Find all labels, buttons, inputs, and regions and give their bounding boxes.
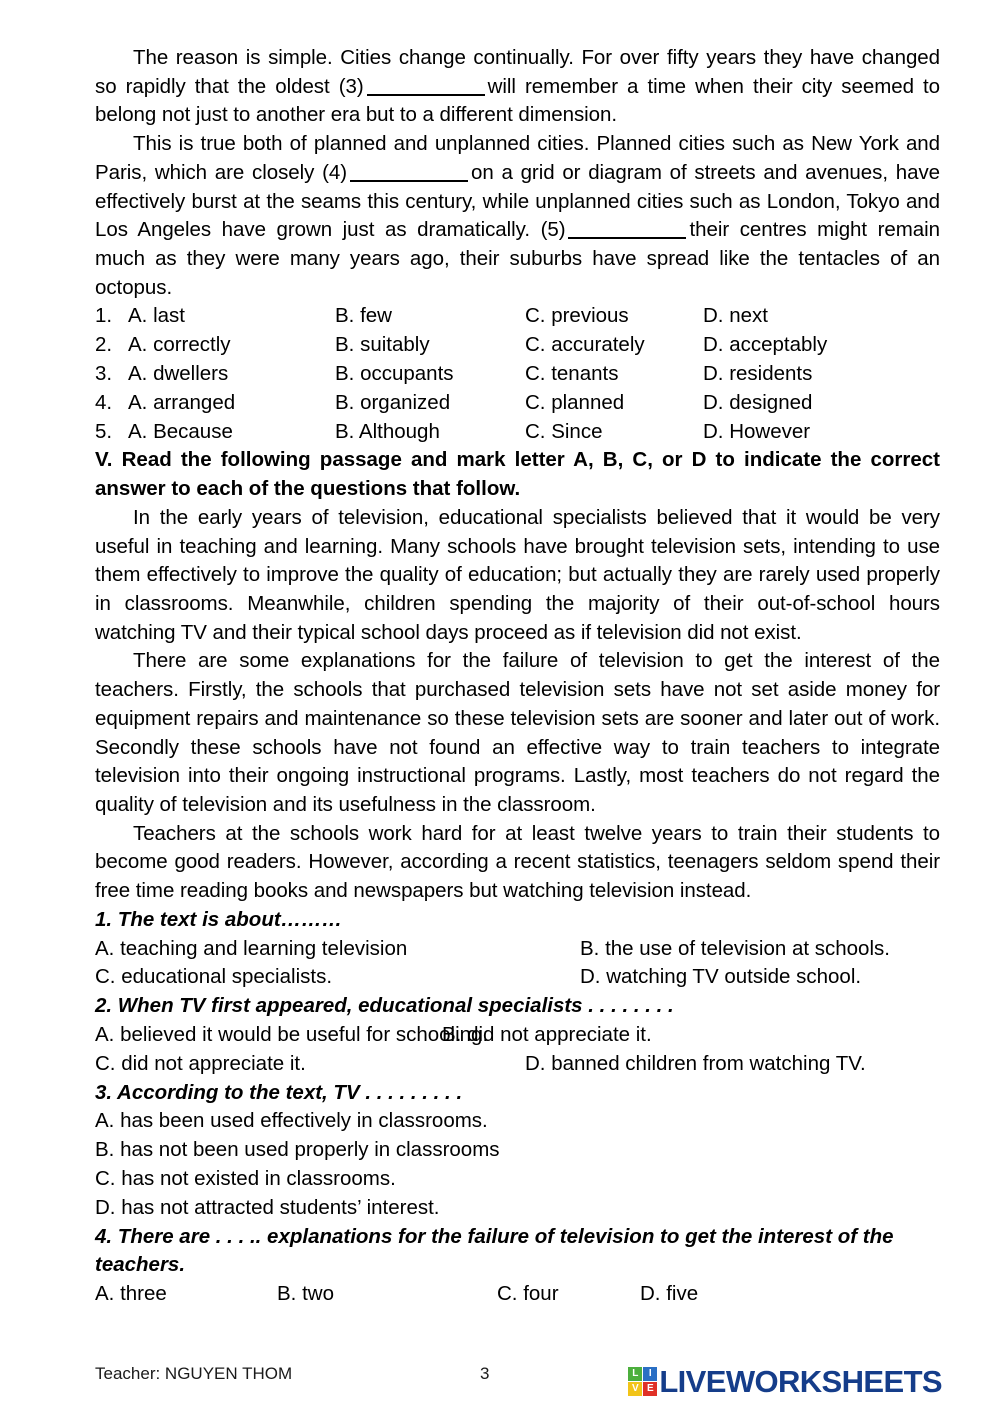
cloze-option-d[interactable]: D. acceptably (703, 333, 828, 357)
cloze-option-b[interactable]: B. suitably (335, 333, 430, 357)
question-1-stem: 1. The text is about……… (95, 907, 343, 931)
question-1-answer-row-1 (95, 935, 940, 964)
question-1-option-c[interactable]: C. educational specialists. (95, 965, 333, 989)
cloze-option-number: 4. (95, 390, 113, 414)
cloze-option-number: 5. (95, 419, 113, 443)
cloze-option-d[interactable]: D. designed (703, 390, 813, 414)
liveworksheets-logo-tiles (628, 1367, 657, 1396)
section-v-heading: V. Read the following passage and mark letter A, B, C, or D to indicate the correct answer to each of the questions that follow. (95, 448, 940, 501)
cloze-option-d[interactable]: D. However (703, 419, 811, 443)
question-1-answer-row-2 (95, 963, 940, 992)
question-1-option-a[interactable]: A. teaching and learning television (95, 936, 408, 960)
cloze-blank-3[interactable] (367, 94, 485, 96)
question-3-option-d[interactable]: D. has not attracted students’ interest. (95, 1195, 440, 1219)
cloze-option-c[interactable]: C. planned (525, 390, 625, 414)
cloze-option-a[interactable]: A. last (128, 304, 185, 328)
section-v-paragraph-1: In the early years of television, educational specialists believed that it would be very useful in teaching and learning. Many schools have brought television sets, intending to use them effectively to improve the quality of education; but actually they are rarely used properly in classrooms. Meanwhile, children spending the majority of their out-of-school hours watching TV and their typical school days proceed as if television did not exist. (95, 505, 940, 644)
cloze-option-row (95, 360, 940, 389)
logo-tile-i-icon: I (643, 1367, 657, 1381)
cloze-option-b[interactable]: B. few (335, 304, 392, 328)
question-4-option-a[interactable]: A. three (95, 1282, 167, 1306)
cloze-option-b[interactable]: B. occupants (335, 361, 454, 385)
cloze-paragraph-1 (95, 44, 940, 130)
cloze-paragraph-2 (95, 130, 940, 302)
footer-page-number: 3 (480, 1364, 490, 1383)
cloze-paragraph-1-text-after: will remember a time when their city seemed to belong not just to another era but to a different dimension. (95, 74, 941, 127)
question-2-option-b[interactable]: B. did not appreciate it. (442, 1022, 652, 1046)
cloze-paragraph-1-text-before: The reason is simple. Cities change continually. For over fifty years they have changed so rapidly that the oldest (3) (95, 46, 940, 98)
cloze-option-c[interactable]: C. Since (525, 419, 603, 443)
cloze-option-c[interactable]: C. previous (525, 304, 629, 328)
question-4-answer-row (95, 1280, 940, 1309)
question-4-stem: 4. There are . . . .. explanations for the failure of television to get the interest of the teachers. (95, 1224, 894, 1277)
cloze-option-number: 2. (95, 333, 113, 357)
cloze-option-row (95, 389, 940, 418)
liveworksheets-wordmark: LIVEWORKSHEETS (659, 1364, 942, 1399)
cloze-option-row (95, 302, 940, 331)
cloze-option-b[interactable]: B. Although (335, 419, 440, 443)
question-4-option-d[interactable]: D. five (640, 1282, 699, 1306)
footer-teacher-name: Teacher: NGUYEN THOM (95, 1364, 293, 1383)
page-content (95, 44, 940, 1309)
question-3-option-b[interactable]: B. has not been used properly in classrooms (95, 1138, 500, 1162)
cloze-option-row (95, 418, 940, 447)
cloze-option-d[interactable]: D. next (703, 304, 768, 328)
cloze-blank-4[interactable] (350, 180, 468, 182)
logo-tile-l-icon: L (628, 1367, 642, 1381)
question-1-option-b[interactable]: B. the use of television at schools. (580, 936, 890, 960)
cloze-paragraph-2-text-b: on a grid or diagram of streets and avenues, have effectively burst at the seams this century, while unplanned cities such as London, Tokyo and Los Angeles have grown just as dramatically. (5) (95, 160, 940, 242)
cloze-option-b[interactable]: B. organized (335, 390, 451, 414)
cloze-option-d[interactable]: D. residents (703, 361, 813, 385)
question-3-option-c[interactable]: C. has not existed in classrooms. (95, 1166, 396, 1190)
liveworksheets-logo[interactable] (628, 1366, 942, 1397)
page-footer (95, 1360, 940, 1410)
question-2-option-c[interactable]: C. did not appreciate it. (95, 1051, 306, 1075)
question-2-stem: 2. When TV first appeared, educational specialists . . . . . . . . (95, 994, 674, 1018)
question-3-stem: 3. According to the text, TV . . . . . . . . . (95, 1080, 463, 1104)
cloze-options-grid (95, 302, 940, 446)
logo-tile-v-icon: V (628, 1382, 642, 1396)
question-2-option-a[interactable]: A. believed it would be useful for schooling. (95, 1022, 489, 1046)
section-v-paragraph-2: There are some explanations for the failure of television to get the interest of the teachers. Firstly, the schools that purchased television sets have not set aside money for equipment repairs and maintenance so these television sets are sooner and later out of work. Secondly these schools have not found an effective way to train teachers to integrate television into their ongoing instructional programs. Lastly, most teachers do not regard the quality of television and its usefulness in the classroom. (95, 649, 940, 816)
question-2-answer-row-1 (95, 1021, 940, 1050)
logo-tile-e-icon: E (643, 1382, 657, 1396)
cloze-option-c[interactable]: C. accurately (525, 333, 645, 357)
cloze-option-a[interactable]: A. dwellers (128, 361, 229, 385)
question-3-option-a[interactable]: A. has been used effectively in classrooms. (95, 1109, 488, 1133)
cloze-option-a[interactable]: A. Because (128, 419, 233, 443)
question-4-option-c[interactable]: C. four (497, 1282, 559, 1306)
cloze-option-number: 3. (95, 361, 113, 385)
cloze-option-row (95, 331, 940, 360)
cloze-option-number: 1. (95, 304, 113, 328)
cloze-paragraph-2-text-c: their centres might remain much as they were many years ago, their suburbs have spread like the tentacles of an octopus. (95, 218, 940, 299)
cloze-option-a[interactable]: A. correctly (128, 333, 231, 357)
question-4-option-b[interactable]: B. two (277, 1282, 334, 1306)
question-2-option-d[interactable]: D. banned children from watching TV. (525, 1051, 866, 1075)
question-1-option-d[interactable]: D. watching TV outside school. (580, 965, 862, 989)
cloze-paragraph-2-text-a: This is true both of planned and unplanned cities. Planned cities such as New York and Paris, which are closely (4) (95, 132, 940, 184)
cloze-option-c[interactable]: C. tenants (525, 361, 619, 385)
cloze-option-a[interactable]: A. arranged (128, 390, 236, 414)
question-2-answer-row-2 (95, 1050, 940, 1079)
cloze-blank-5[interactable] (568, 237, 686, 239)
section-v-paragraph-3: Teachers at the schools work hard for at least twelve years to train their students to become good readers. However, according a recent statistics, teenagers seldom spend their free time reading books and newspapers but watching television instead. (95, 821, 940, 903)
